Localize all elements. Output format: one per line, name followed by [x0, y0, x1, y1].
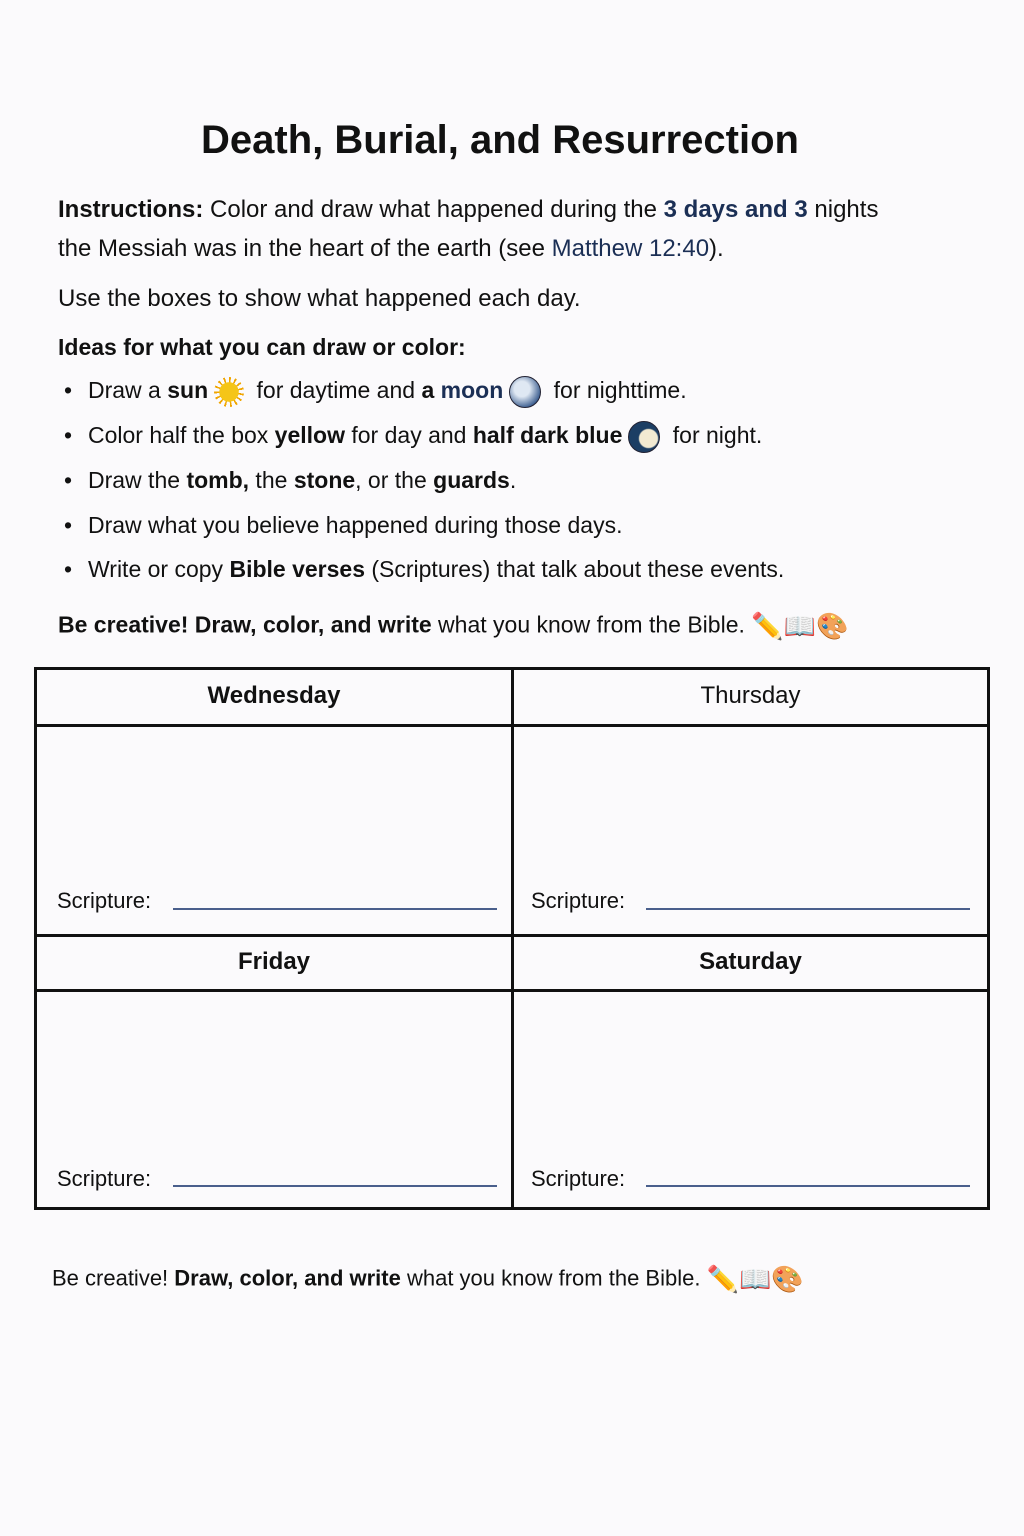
- t: .: [509, 467, 517, 493]
- pencil-icon: ✏️: [706, 1264, 739, 1294]
- instructions-label: Instructions:: [58, 196, 204, 223]
- scripture-line[interactable]: [646, 1185, 970, 1187]
- ideas-heading: Ideas for what you can draw or color:: [58, 334, 466, 360]
- days-grid: [34, 667, 990, 1210]
- t: half dark blue: [472, 422, 623, 449]
- t: yellow: [274, 422, 345, 449]
- t: , or the: [355, 467, 434, 493]
- t: Color half the box: [88, 422, 275, 449]
- moon-icon: [509, 376, 541, 408]
- palette-icon: 🎨: [771, 1264, 804, 1294]
- day-box-saturday[interactable]: [514, 937, 987, 1207]
- day-header: Thursday: [514, 670, 987, 727]
- highlight: 3 days and 3: [663, 196, 808, 223]
- t: Be creative! Draw, color, and write: [58, 611, 432, 638]
- text: nights: [807, 196, 879, 223]
- half-moon-icon: [628, 421, 660, 453]
- list-item: • Color half the box yellow for day and half dark blue for night.: [64, 421, 762, 453]
- t: the: [249, 467, 294, 493]
- instructions-line-1: [58, 196, 878, 224]
- t: Be creative!: [52, 1265, 175, 1291]
- sun-icon: [214, 377, 244, 407]
- t: what you know from the Bible.: [431, 611, 745, 638]
- day-header: Friday: [37, 937, 511, 992]
- creative-text: [58, 611, 848, 642]
- scripture-reference: Matthew 12:40: [551, 235, 710, 262]
- text: the Messiah was in the heart of the earth (see: [58, 235, 552, 262]
- book-icon: 📖: [783, 611, 817, 641]
- list-item: • Draw what you believe happened during those days.: [64, 512, 623, 538]
- list-item: • Draw the tomb, the stone, or the guards.: [64, 467, 517, 493]
- day-box-thursday[interactable]: [514, 670, 987, 937]
- t: what you know from the Bible.: [400, 1265, 701, 1291]
- scripture-label: Scripture:: [57, 1166, 152, 1191]
- use-boxes-text: Use the boxes to show what happened each day.: [58, 285, 581, 312]
- t: Bible verses: [229, 556, 365, 582]
- t: Draw the: [88, 467, 187, 493]
- t: moon: [440, 377, 504, 404]
- day-header: Wednesday: [37, 670, 511, 727]
- t: Draw what you believe happened during those days.: [88, 512, 623, 538]
- text: ).: [709, 235, 724, 262]
- list-item: • Write or copy Bible verses (Scriptures) that talk about these events.: [64, 556, 785, 582]
- palette-icon: 🎨: [816, 611, 849, 641]
- day-header: Saturday: [514, 937, 987, 992]
- scripture-label: Scripture:: [57, 888, 152, 913]
- t: guards: [433, 467, 510, 493]
- day-box-friday[interactable]: [37, 937, 514, 1207]
- t: sun: [167, 377, 209, 404]
- text: Color and draw what happened during the: [203, 196, 664, 223]
- book-icon: 📖: [738, 1264, 772, 1294]
- t: for night.: [666, 422, 763, 449]
- t: Draw a: [88, 377, 168, 404]
- scripture-label: Scripture:: [531, 1166, 626, 1191]
- scripture-line[interactable]: [173, 1185, 497, 1187]
- page-title: Death, Burial, and Resurrection: [201, 118, 799, 162]
- scripture-line[interactable]: [173, 908, 497, 910]
- instructions-line-2: [58, 235, 724, 263]
- t: for day and: [344, 422, 473, 449]
- t: a: [421, 377, 441, 404]
- scripture-label: Scripture:: [531, 888, 626, 913]
- list-item: • Draw a sun for daytime and a moon for nighttime.: [64, 376, 687, 408]
- scripture-line[interactable]: [646, 908, 970, 910]
- t: Draw, color, and write: [174, 1265, 401, 1291]
- t: (Scriptures) that talk about these events.: [364, 556, 785, 582]
- pencil-icon: ✏️: [751, 611, 784, 641]
- t: tomb,: [186, 467, 250, 493]
- t: Write or copy: [88, 556, 230, 582]
- t: for daytime and: [250, 377, 422, 404]
- day-box-wednesday[interactable]: [37, 670, 514, 937]
- footer-text: [52, 1264, 804, 1295]
- t: stone: [293, 467, 356, 493]
- t: for nighttime.: [547, 377, 687, 404]
